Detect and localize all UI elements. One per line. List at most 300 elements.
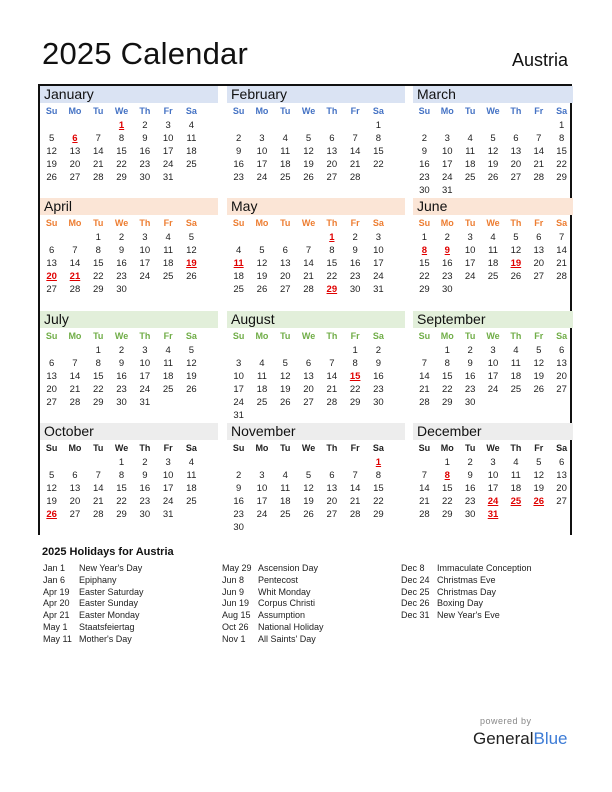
day-cell: 1 — [444, 345, 450, 356]
holiday-date: Jun 9 — [222, 586, 245, 597]
day-cell: 17 — [487, 483, 499, 494]
holiday-day-cell: 20 — [46, 271, 57, 282]
week-row — [40, 158, 218, 171]
day-cell: 10 — [256, 146, 268, 157]
empty-day-cell — [250, 456, 273, 469]
weekday-label: Fr — [534, 331, 544, 341]
day-cell: 27 — [556, 384, 567, 395]
day-cell: 17 — [139, 371, 151, 382]
day-cell: 23 — [349, 271, 361, 282]
day-cell: 23 — [464, 496, 476, 507]
day-cell: 3 — [375, 232, 382, 243]
holiday-item — [401, 587, 532, 599]
day-cell: 23 — [139, 159, 151, 170]
holiday-item — [401, 575, 532, 587]
holiday-date: May 11 — [43, 633, 72, 644]
day-cell: 13 — [556, 358, 567, 369]
day-cell: 29 — [373, 509, 384, 520]
week-row — [40, 145, 218, 158]
weekday-header-row — [227, 440, 405, 456]
weekday-label: Su — [232, 106, 245, 116]
weekday-label: Tu — [464, 331, 476, 341]
weekday-label: Su — [45, 106, 58, 116]
day-cell: 30 — [139, 172, 151, 183]
day-cell: 6 — [49, 245, 55, 256]
day-cell: 4 — [188, 457, 195, 468]
holiday-day-cell: 26 — [533, 496, 545, 507]
day-cell: 19 — [186, 371, 197, 382]
day-cell: 23 — [464, 384, 476, 395]
weekday-header-row — [413, 103, 573, 119]
day-cell: 23 — [139, 496, 151, 507]
week-row — [40, 344, 218, 357]
weekday-label: Fr — [534, 443, 544, 453]
day-cell: 5 — [282, 358, 288, 369]
day-cell: 3 — [165, 120, 171, 131]
day-cell: 9 — [352, 245, 358, 256]
week-row — [227, 370, 405, 383]
day-cell: 23 — [116, 384, 127, 395]
powered-by-label: powered by — [480, 716, 532, 726]
weekday-label: Fr — [350, 106, 360, 116]
day-cell: 3 — [142, 232, 148, 243]
weekday-label: We — [114, 443, 129, 453]
holiday-name: Staatsfeiertag — [79, 621, 135, 632]
day-cell: 10 — [162, 133, 174, 144]
empty-day-cell — [320, 344, 343, 357]
day-cell: 24 — [162, 159, 174, 170]
week-row — [227, 357, 405, 370]
month-name: August — [227, 311, 405, 328]
day-cell: 8 — [444, 358, 450, 369]
holiday-date: Oct 26 — [222, 621, 249, 632]
day-cell: 12 — [303, 146, 314, 157]
day-cell: 19 — [303, 496, 314, 507]
holiday-column — [401, 563, 532, 622]
day-cell: 30 — [373, 397, 384, 408]
week-row — [227, 383, 405, 396]
weekday-label: Mo — [255, 106, 269, 116]
weekday-label: We — [114, 106, 129, 116]
week-row — [227, 171, 405, 184]
day-cell: 26 — [487, 172, 499, 183]
day-cell: 30 — [442, 284, 453, 295]
day-cell: 9 — [467, 358, 473, 369]
weekday-label: Th — [326, 331, 338, 341]
day-cell: 24 — [464, 271, 476, 282]
weekday-label: Su — [45, 218, 58, 228]
day-cell: 25 — [279, 509, 291, 520]
weekday-label: We — [301, 218, 316, 228]
day-cell: 30 — [464, 509, 476, 520]
holiday-item — [222, 622, 324, 634]
holiday-name: Christmas Eve — [437, 574, 496, 585]
empty-day-cell — [40, 456, 63, 469]
week-row — [413, 132, 573, 145]
day-cell: 21 — [92, 159, 104, 170]
day-cell: 6 — [49, 358, 55, 369]
day-cell: 16 — [139, 146, 151, 157]
day-cell: 14 — [419, 483, 430, 494]
day-cell: 2 — [142, 120, 148, 131]
day-cell: 26 — [186, 271, 197, 282]
day-cell: 31 — [442, 185, 453, 196]
day-cell: 22 — [556, 159, 567, 170]
weekday-label: Sa — [372, 443, 384, 453]
day-cell: 4 — [165, 345, 171, 356]
month-name: September — [413, 311, 573, 328]
month-may — [227, 198, 405, 296]
holiday-name: Boxing Day — [437, 598, 484, 609]
day-cell: 2 — [236, 470, 242, 481]
day-cell: 20 — [556, 483, 567, 494]
day-cell: 11 — [257, 371, 267, 382]
day-cell: 2 — [421, 133, 428, 144]
week-row — [40, 119, 218, 132]
day-cell: 20 — [279, 271, 291, 282]
week-row — [227, 119, 405, 132]
empty-day-cell — [274, 344, 297, 357]
day-cell: 17 — [139, 258, 151, 269]
weekday-label: We — [486, 443, 500, 453]
day-cell: 5 — [49, 133, 55, 144]
week-row — [413, 456, 573, 469]
weekday-label: Fr — [350, 443, 360, 453]
day-cell: 22 — [92, 271, 104, 282]
week-row — [40, 244, 218, 257]
weekday-label: Tu — [93, 443, 104, 453]
week-row — [227, 283, 405, 296]
month-name: March — [413, 86, 573, 103]
empty-day-cell — [436, 119, 459, 132]
day-cell: 16 — [419, 159, 430, 170]
day-cell: 21 — [419, 496, 430, 507]
day-cell: 12 — [279, 371, 291, 382]
day-cell: 19 — [256, 271, 268, 282]
day-cell: 11 — [280, 483, 291, 494]
day-cell: 9 — [236, 146, 242, 157]
day-cell: 1 — [352, 345, 358, 356]
month-december — [413, 423, 573, 521]
day-cell: 5 — [305, 133, 312, 144]
day-cell: 10 — [487, 470, 499, 481]
day-cell: 26 — [186, 384, 197, 395]
day-cell: 26 — [303, 172, 314, 183]
weekday-label: Fr — [534, 106, 544, 116]
day-cell: 9 — [142, 470, 148, 481]
empty-day-cell — [63, 344, 86, 357]
day-cell: 25 — [162, 384, 174, 395]
day-cell: 5 — [513, 232, 519, 243]
weekday-header-row — [413, 328, 573, 344]
week-row — [40, 508, 218, 521]
day-cell: 30 — [464, 397, 476, 408]
day-cell: 14 — [92, 146, 104, 157]
weekday-label: Fr — [163, 106, 173, 116]
day-cell: 24 — [256, 509, 268, 520]
empty-day-cell — [63, 456, 86, 469]
day-cell: 9 — [142, 133, 148, 144]
holidays-title: 2025 Holidays for Austria — [42, 546, 174, 558]
holiday-item — [401, 563, 532, 575]
day-cell: 23 — [442, 271, 453, 282]
day-cell: 27 — [303, 397, 314, 408]
day-cell: 11 — [163, 358, 174, 369]
day-cell: 22 — [442, 384, 453, 395]
day-cell: 22 — [116, 159, 127, 170]
day-cell: 24 — [139, 384, 151, 395]
empty-day-cell — [156, 396, 179, 409]
empty-day-cell — [367, 171, 390, 184]
day-cell: 9 — [467, 470, 473, 481]
day-cell: 17 — [256, 496, 268, 507]
holiday-day-cell: 24 — [487, 496, 499, 507]
day-cell: 14 — [349, 146, 361, 157]
holiday-item — [401, 610, 532, 622]
holiday-day-cell: 21 — [69, 271, 81, 282]
holiday-name: Christmas Day — [437, 586, 497, 597]
day-cell: 6 — [513, 133, 519, 144]
weekday-label: Fr — [163, 443, 173, 453]
day-cell: 30 — [419, 185, 430, 196]
month-april — [40, 198, 218, 296]
day-cell: 21 — [533, 159, 545, 170]
day-cell: 17 — [256, 159, 268, 170]
week-row — [40, 171, 218, 184]
day-cell: 26 — [533, 384, 545, 395]
empty-day-cell — [250, 231, 273, 244]
day-cell: 20 — [303, 384, 314, 395]
day-cell: 4 — [490, 232, 496, 243]
month-march — [413, 86, 573, 197]
weekday-label: Sa — [185, 443, 197, 453]
day-cell: 11 — [488, 245, 498, 256]
weekday-label: Fr — [350, 331, 360, 341]
holiday-item — [222, 563, 324, 575]
day-cell: 2 — [352, 232, 358, 243]
weekday-label: Th — [326, 443, 338, 453]
weekday-header-row — [413, 440, 573, 456]
weekday-label: Tu — [464, 218, 476, 228]
day-cell: 1 — [95, 345, 101, 356]
day-cell: 13 — [69, 146, 81, 157]
day-cell: 10 — [162, 470, 174, 481]
day-cell: 2 — [142, 457, 148, 468]
weekday-label: Tu — [93, 106, 104, 116]
holiday-item — [43, 587, 144, 599]
empty-day-cell — [320, 409, 343, 422]
day-cell: 8 — [95, 245, 101, 256]
weekday-label: Tu — [464, 106, 476, 116]
day-cell: 18 — [186, 146, 197, 157]
day-cell: 13 — [326, 483, 338, 494]
day-cell: 8 — [95, 358, 101, 369]
day-cell: 26 — [46, 172, 57, 183]
week-row — [413, 383, 573, 396]
day-cell: 4 — [513, 457, 519, 468]
day-cell: 14 — [92, 483, 104, 494]
holiday-day-cell: 9 — [444, 245, 450, 256]
empty-day-cell — [40, 119, 63, 132]
weekday-label: Sa — [372, 218, 384, 228]
week-row — [227, 508, 405, 521]
day-cell: 20 — [533, 258, 545, 269]
weekday-label: We — [486, 331, 500, 341]
day-cell: 4 — [282, 133, 288, 144]
day-cell: 13 — [303, 371, 314, 382]
day-cell: 3 — [236, 358, 242, 369]
empty-day-cell — [459, 119, 482, 132]
empty-day-cell — [482, 396, 505, 409]
holiday-name: Ascension Day — [258, 563, 319, 573]
day-cell: 6 — [282, 245, 288, 256]
weekday-label: Mo — [68, 443, 82, 453]
day-cell: 7 — [95, 133, 101, 144]
day-cell: 29 — [116, 509, 127, 520]
day-cell: 26 — [303, 509, 314, 520]
day-cell: 4 — [165, 232, 171, 243]
day-cell: 3 — [259, 470, 265, 481]
day-cell: 25 — [233, 284, 244, 295]
empty-day-cell — [180, 171, 203, 184]
empty-day-cell — [180, 396, 203, 409]
weekday-label: Su — [232, 443, 245, 453]
empty-day-cell — [274, 521, 297, 534]
day-cell: 21 — [419, 384, 430, 395]
holiday-day-cell: 11 — [233, 258, 244, 269]
day-cell: 14 — [556, 245, 567, 256]
day-cell: 18 — [256, 384, 268, 395]
day-cell: 17 — [487, 371, 499, 382]
holiday-date: Aug 15 — [222, 610, 251, 621]
month-august — [227, 311, 405, 422]
day-cell: 19 — [533, 483, 545, 494]
holiday-date: Apr 19 — [43, 586, 70, 597]
holiday-name: Immaculate Conception — [437, 563, 532, 573]
day-cell: 25 — [510, 384, 522, 395]
weekday-label: Tu — [280, 106, 291, 116]
weekday-label: Mo — [440, 106, 454, 116]
empty-day-cell — [297, 119, 320, 132]
week-row — [413, 231, 573, 244]
weekday-label: Sa — [556, 443, 568, 453]
month-name: December — [413, 423, 573, 440]
day-cell: 24 — [442, 172, 453, 183]
holiday-name: Whit Monday — [258, 586, 311, 597]
day-cell: 17 — [162, 483, 174, 494]
month-july — [40, 311, 218, 409]
weekday-label: Tu — [280, 218, 291, 228]
holiday-date: May 29 — [222, 563, 252, 573]
day-cell: 21 — [69, 384, 81, 395]
day-cell: 27 — [69, 509, 81, 520]
day-cell: 21 — [349, 496, 361, 507]
week-row — [413, 158, 573, 171]
day-cell: 29 — [349, 397, 361, 408]
weekday-label: Mo — [440, 331, 454, 341]
holiday-item — [222, 634, 324, 646]
holiday-name: Easter Monday — [79, 610, 140, 621]
empty-day-cell — [320, 119, 343, 132]
day-cell: 11 — [280, 146, 291, 157]
weekday-header-row — [227, 103, 405, 119]
week-row — [40, 396, 218, 409]
day-cell: 18 — [279, 496, 291, 507]
day-cell: 27 — [69, 172, 81, 183]
empty-day-cell — [274, 409, 297, 422]
holiday-day-cell: 15 — [349, 371, 361, 382]
day-cell: 15 — [419, 258, 430, 269]
day-cell: 23 — [373, 384, 384, 395]
day-cell: 30 — [233, 522, 244, 533]
empty-day-cell — [527, 184, 550, 197]
week-row — [413, 145, 573, 158]
day-cell: 25 — [464, 172, 476, 183]
brand-logo[interactable] — [473, 729, 568, 749]
empty-day-cell — [133, 283, 156, 296]
day-cell: 15 — [116, 483, 127, 494]
day-cell: 6 — [72, 470, 78, 481]
day-cell: 18 — [487, 258, 499, 269]
day-cell: 19 — [46, 496, 57, 507]
day-cell: 2 — [118, 232, 125, 243]
empty-day-cell — [550, 184, 573, 197]
weekday-label: Th — [326, 218, 338, 228]
day-cell: 28 — [69, 397, 81, 408]
empty-day-cell — [343, 119, 366, 132]
empty-day-cell — [180, 283, 203, 296]
empty-day-cell — [527, 396, 550, 409]
holiday-item — [222, 587, 324, 599]
day-cell: 4 — [236, 245, 242, 256]
week-row — [413, 469, 573, 482]
holiday-item — [222, 610, 324, 622]
month-february — [227, 86, 405, 184]
page-title: 2025 Calendar — [42, 36, 248, 71]
empty-day-cell — [413, 344, 436, 357]
empty-day-cell — [320, 521, 343, 534]
day-cell: 7 — [95, 470, 101, 481]
day-cell: 27 — [326, 509, 338, 520]
holiday-day-cell: 25 — [510, 496, 522, 507]
day-cell: 24 — [162, 496, 174, 507]
day-cell: 24 — [233, 397, 244, 408]
day-cell: 11 — [186, 133, 197, 144]
empty-day-cell — [367, 521, 390, 534]
week-row — [40, 495, 218, 508]
day-cell: 17 — [442, 159, 453, 170]
holiday-day-cell: 1 — [375, 457, 382, 468]
weekday-label: We — [301, 443, 316, 453]
weekday-label: Su — [45, 443, 58, 453]
empty-day-cell — [527, 283, 550, 296]
day-cell: 14 — [419, 371, 430, 382]
day-cell: 12 — [487, 146, 499, 157]
day-cell: 13 — [46, 371, 57, 382]
day-cell: 13 — [533, 245, 545, 256]
day-cell: 10 — [442, 146, 453, 157]
holiday-day-cell: 29 — [326, 284, 338, 295]
holiday-day-cell: 31 — [487, 509, 499, 520]
day-cell: 18 — [233, 271, 244, 282]
weekday-label: Tu — [464, 443, 476, 453]
day-cell: 18 — [162, 371, 174, 382]
day-cell: 17 — [464, 258, 476, 269]
weekday-label: Sa — [185, 218, 197, 228]
week-row — [413, 119, 573, 132]
day-cell: 31 — [162, 509, 174, 520]
month-september — [413, 311, 573, 409]
